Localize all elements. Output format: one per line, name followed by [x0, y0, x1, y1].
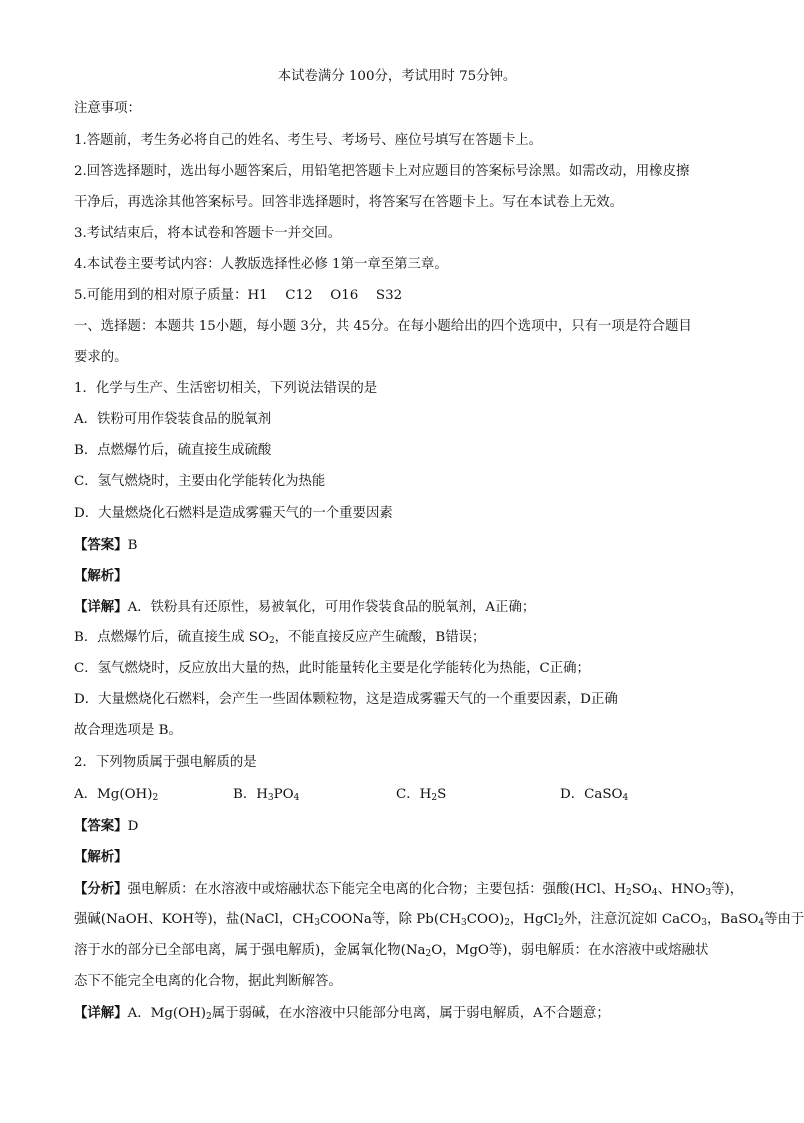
q2-stem: 2．下列物质属于强电解质的是 — [74, 755, 257, 770]
analysis-text: ，HgCl — [509, 912, 559, 927]
option-text: B．H — [233, 787, 268, 802]
analysis-text: COONa等，除 Pb(CH — [319, 912, 462, 927]
detail-text: ，不能直接反应产生硫酸，B错误； — [274, 630, 486, 645]
note-item-5: 5.可能用到的相对原子质量：H1 C12 O16 S32 — [74, 288, 403, 303]
note-item-2-cont: 干净后，再选涂其他答案标号。回答非选择题时，将答案写在答题卡上。写在本试卷上无效。 — [74, 195, 624, 210]
note-item-2: 2.回答选择题时，选出每小题答案后，用铅笔把答题卡上对应题目的答案标号涂黑。如需改动，用橡皮擦 — [74, 164, 690, 179]
subscript: 2 — [504, 918, 510, 928]
notes-title: 注意事项： — [74, 101, 141, 116]
subscript: 3 — [267, 793, 274, 803]
subscript: 2 — [625, 888, 632, 898]
subscript: 4 — [293, 793, 300, 803]
analysis-text: 等)， — [711, 882, 744, 897]
q1-detail-a — [74, 598, 734, 617]
q1-stem: 1．化学与生产、生活密切相关，下列说法错误的是 — [74, 381, 378, 396]
q2-fenxi-1 — [74, 880, 744, 902]
q2-analysis-label — [74, 848, 734, 867]
q2-fenxi-4: 态下不能完全电离的化合物，据此判断解答。 — [74, 974, 342, 989]
analysis-text: SO — [631, 882, 652, 897]
analysis-text: O，MgO等)，弱电解质：在水溶液中或熔融状 — [431, 943, 709, 958]
detail-text: B．点燃爆竹后，硫直接生成 SO — [74, 630, 269, 645]
subscript: 2 — [425, 949, 432, 959]
subscript: 4 — [758, 918, 765, 928]
analysis-text: 强电解质：在水溶液中或熔融状态下能完全电离的化合物；主要包括：强酸(HCl、H — [127, 882, 626, 897]
option-text: PO — [273, 787, 294, 802]
q2-option-a — [74, 786, 158, 807]
subscript: 2 — [431, 793, 438, 803]
note-item-4: 4.本试卷主要考试内容：人教版选择性必修 1第一章至第三章。 — [74, 257, 448, 272]
analysis-text: ，BaSO — [707, 912, 759, 927]
analysis-label: 【解析】 — [74, 849, 128, 865]
subscript: 4 — [651, 888, 658, 898]
subscript: 2 — [268, 636, 275, 646]
detail-label: 【详解】 — [74, 599, 128, 615]
detail-text: 属于弱碱，在水溶液中只能部分电离，属于弱电解质，A不合题意； — [211, 1006, 610, 1021]
analysis-text: COO) — [466, 912, 505, 927]
answer-label: 【答案】 — [74, 818, 128, 834]
detail-text: A．铁粉具有还原性，易被氧化，可用作袋装食品的脱氧剂，A正确； — [127, 600, 536, 615]
section-heading: 一、选择题：本题共 15小题，每小题 3分，共 45分。在每小题给出的四个选项中，只有一项是符合题目 — [74, 319, 692, 334]
q1-detail-d: D．大量燃烧化石燃料，会产生一些固体颗粒物，这是造成雾霾天气的一个重要因素，D正确 — [74, 692, 618, 707]
subscript: 3 — [705, 888, 712, 898]
q1-analysis-label — [74, 567, 734, 586]
subscript: 3 — [461, 918, 467, 928]
option-text: S — [437, 787, 447, 802]
note-item-1: 1.答题前，考生务必将自己的姓名、考生号、考场号、座位号填写在答题卡上。 — [74, 133, 543, 148]
q2-fenxi-3 — [74, 942, 734, 963]
detail-text: A．Mg(OH) — [127, 1006, 207, 1021]
answer-value: B — [127, 538, 138, 553]
note-item-3: 3.考试结束后，将本试卷和答题卡一并交回。 — [74, 226, 342, 241]
subscript: 4 — [622, 793, 629, 803]
q1-detail-c: C．氢气燃烧时，反应放出大量的热，此时能量转化主要是化学能转化为热能，C正确； — [74, 661, 590, 676]
q1-option-d: D．大量燃烧化石燃料是造成雾霾天气的一个重要因素 — [74, 506, 393, 521]
subscript: 2 — [152, 793, 159, 803]
q2-detail-a — [74, 1004, 734, 1026]
analysis-text: 等由于 — [764, 912, 804, 927]
subscript: 2 — [206, 1012, 212, 1022]
option-text: A．Mg(OH) — [74, 787, 153, 802]
q2-options — [74, 786, 734, 804]
q1-conclusion: 故合理选项是 B。 — [74, 723, 182, 738]
subscript: 2 — [558, 918, 564, 928]
option-text: C．H — [396, 787, 432, 802]
q1-detail-b — [74, 629, 734, 650]
analysis-text: 溶于水的部分已全部电离，属于强电解质)，金属氧化物(Na — [74, 943, 426, 958]
q1-option-b: B．点燃爆竹后，硫直接生成硫酸 — [74, 443, 272, 458]
option-text: D．CaSO — [560, 787, 623, 802]
section-heading-cont: 要求的。 — [74, 350, 128, 365]
subscript: 3 — [701, 918, 708, 928]
q2-fenxi-2 — [74, 911, 804, 932]
analysis-text: 强碱(NaOH、KOH等)，盐(NaCl，CH — [74, 912, 315, 927]
analysis-text: 、HNO — [657, 882, 706, 897]
fenxi-label: 【分析】 — [74, 881, 128, 897]
exam-intro: 本试卷满分 100分，考试用时 75分钟。 — [277, 69, 517, 84]
detail-label: 【详解】 — [74, 1005, 128, 1021]
analysis-label: 【解析】 — [74, 568, 128, 584]
subscript: 3 — [314, 918, 320, 928]
answer-label: 【答案】 — [74, 537, 128, 553]
q2-option-d — [560, 786, 628, 807]
q1-answer — [74, 536, 734, 555]
q2-answer — [74, 817, 734, 836]
q2-option-b — [233, 786, 299, 807]
answer-value: D — [127, 819, 139, 834]
analysis-text: 外，注意沉淀如 CaCO — [563, 912, 702, 927]
q2-option-c — [396, 786, 446, 807]
q1-option-a: A．铁粉可用作袋装食品的脱氧剂 — [74, 412, 272, 427]
q1-option-c: C．氢气燃烧时，主要由化学能转化为热能 — [74, 474, 326, 489]
